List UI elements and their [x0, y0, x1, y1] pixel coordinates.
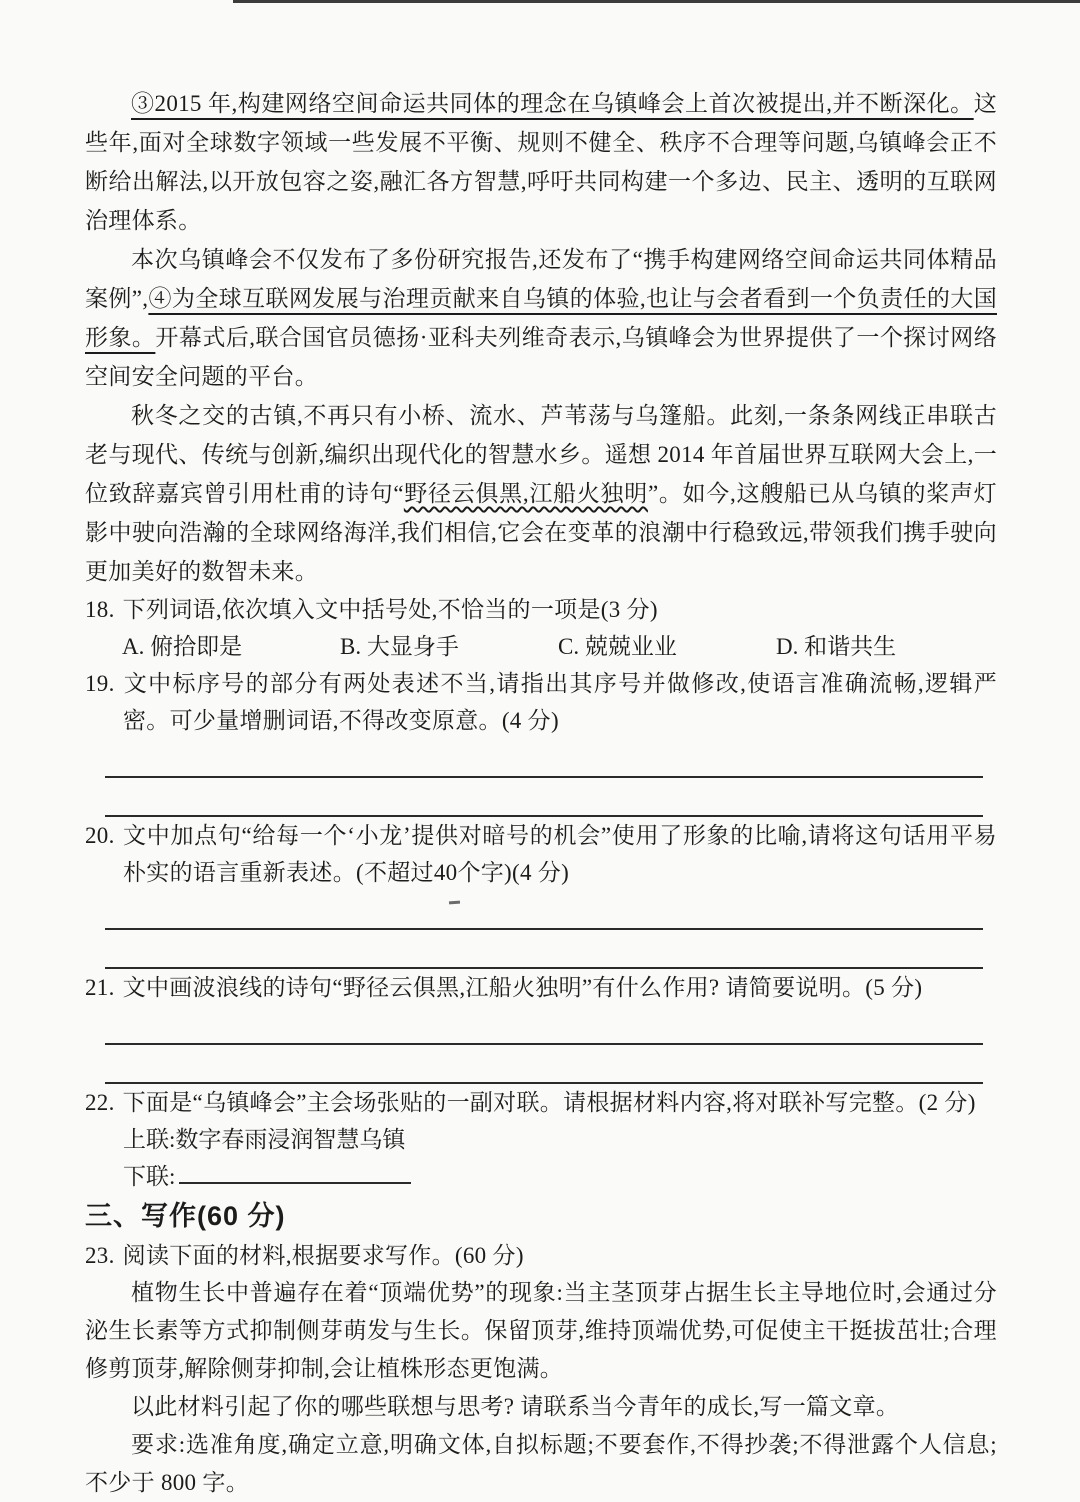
question-23-number: 23. [85, 1243, 115, 1268]
question-19-text: 文中标序号的部分有两处表述不当,请指出其序号并做修改,使语言准确流畅,逻辑严密。可少量增删词语,不得改变原意。(4 分) [122, 671, 997, 733]
option-a: A. 俯拾即是 [122, 634, 243, 659]
essay-requirements: 要求:选准角度,确定立意,明确文体,自拟标题;不要套作,不得抄袭;不得泄露个人信息;不少于 800 字。 [85, 1432, 997, 1495]
question-20-number: 20. [85, 823, 115, 848]
question-18-text: 下列词语,依次填入文中括号处,不恰当的一项是(3 分) [122, 597, 658, 622]
essay-prompt: 以此材料引起了你的哪些联想与思考? 请联系当今青年的成长,写一篇文章。 [131, 1394, 900, 1419]
option-d: D. 和谐共生 [776, 634, 897, 659]
question-21-number: 21. [85, 975, 115, 1000]
answer-line [105, 739, 983, 778]
option-c: C. 兢兢业业 [558, 634, 677, 659]
answer-line [105, 778, 983, 817]
couplet-blank-underline [179, 1158, 411, 1184]
answer-line [105, 1006, 983, 1045]
paragraph-2-text: 开幕式后,联合国官员德扬·亚科夫列维奇表示,乌镇峰会为世界提供了一个探讨网络空间安全问题的平台。 [85, 325, 997, 389]
answer-line [105, 1045, 983, 1084]
option-b: B. 大显身手 [340, 634, 459, 659]
couplet-second-line-label: 下联: [123, 1164, 176, 1189]
section-heading-writing: 三、写作(60 分) [85, 1201, 286, 1231]
question-19 [85, 665, 997, 739]
essay-material: 植物生长中普遍存在着“顶端优势”的现象:当主茎顶芽占据生长主导地位时,会通过分泌生长素等方式抑制侧芽萌发与生长。保留顶芽,维持顶端优势,可促使主干挺拔茁壮;合理修剪顶芽,解除侧芽抑制,会让植株形态更饱满。 [85, 1280, 997, 1381]
passage-paragraph-3 [85, 396, 997, 591]
scan-edge-artifact [233, 0, 1080, 3]
question-19-number: 19. [85, 671, 115, 696]
question-22-text: 下面是“乌镇峰会”主会场张贴的一副对联。请根据材料内容,将对联补写完整。(2 分) [122, 1090, 976, 1115]
underlined-sentence-3: ③2015 年,构建网络空间命运共同体的理念在乌镇峰会上首次被提出,并不断深化。 [131, 91, 974, 116]
passage-paragraph-1 [85, 84, 997, 240]
paragraph-3-lead: 秋冬之交的古镇,不再只有小桥、流水、芦苇荡与乌篷船。此刻,一条条网线正串联古老与现代、传统与创新,编织出现代化的智慧水乡。遥想 2014 年首届世界互联网大会上,一位致辞嘉宾曾引用杜甫的诗句“ [85, 403, 997, 506]
wavy-underlined-poem: 野径云俱黑,江船火独明 [403, 481, 648, 506]
paragraph-2-lead: 本次乌镇峰会不仅发布了多份研究报告,还发布了“携手构建网络空间命运共同体精品案例”, [85, 247, 997, 311]
question-22-number: 22. [85, 1090, 115, 1115]
question-20-text: 文中加点句“给每一个‘小龙’提供对暗号的机会”使用了形象的比喻,请将这句话用平易朴实的语言重新表述。(不超过40个字)(4 分) [122, 823, 997, 885]
question-18-options [85, 628, 997, 665]
question-21-text: 文中画波浪线的诗句“野径云俱黑,江船火独明”有什么作用? 请简要说明。(5 分) [122, 975, 923, 1000]
answer-line [105, 930, 983, 969]
paragraph-3-text: ”。如今,这艘船已从乌镇的桨声灯影中驶向浩瀚的全球网络海洋,我们相信,它会在变革的浪潮中行稳致远,带领我们携手驶向更加美好的数智未来。 [85, 481, 997, 584]
passage-paragraph-2 [85, 240, 997, 396]
question-23 [85, 1237, 997, 1274]
paragraph-1-text: 这些年,面对全球数字领域一些发展不平衡、规则不健全、秩序不合理等问题,乌镇峰会正不断给出解法,以开放包容之姿,融汇各方智慧,呼吁共同构建一个多边、民主、透明的互联网治理体系。 [85, 91, 997, 233]
couplet-second-line [85, 1158, 997, 1195]
question-22 [85, 1084, 997, 1121]
answer-line [105, 891, 983, 930]
couplet-first-line: 上联:数字春雨浸润智慧乌镇 [123, 1127, 406, 1152]
question-18-number: 18. [85, 597, 115, 622]
exam-page [85, 84, 997, 1502]
question-20 [85, 817, 997, 891]
underlined-sentence-4: ④为全球互联网发展与治理贡献来自乌镇的体验,也让与会者看到一个负责任的大国形象。 [85, 286, 997, 350]
question-18 [85, 591, 997, 628]
question-21 [85, 969, 997, 1006]
question-23-text: 阅读下面的材料,根据要求写作。(60 分) [122, 1243, 524, 1268]
